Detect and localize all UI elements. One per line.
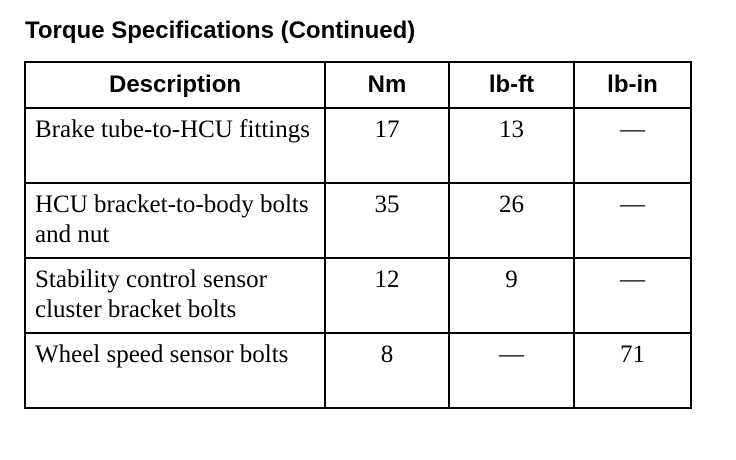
table-header-row [25,62,691,108]
cell-description: Wheel speed sensor bolts [25,333,325,408]
cell-lb-in: — [574,108,691,183]
column-header-lb-ft: lb-ft [449,62,574,108]
cell-lb-in: — [574,183,691,258]
cell-description: Brake tube-to-HCU fittings [25,108,325,183]
cell-nm: 8 [325,333,449,408]
cell-nm: 17 [325,108,449,183]
cell-lb-ft: 26 [449,183,574,258]
cell-lb-in: — [574,258,691,333]
column-header-description: Description [25,62,325,108]
cell-lb-ft: 9 [449,258,574,333]
cell-lb-ft: — [449,333,574,408]
column-header-nm: Nm [325,62,449,108]
cell-nm: 35 [325,183,449,258]
table-row [25,258,691,333]
table-row [25,108,691,183]
page-title: Torque Specifications (Continued) [25,17,416,44]
cell-nm: 12 [325,258,449,333]
column-header-lb-in: lb-in [574,62,691,108]
table-row [25,183,691,258]
cell-lb-in: 71 [574,333,691,408]
cell-lb-ft: 13 [449,108,574,183]
torque-spec-table [24,61,692,409]
table-row [25,333,691,408]
cell-description: HCU bracket-to-body bolts and nut [25,183,325,258]
cell-description: Stability control sensor cluster bracket bolts [25,258,325,333]
